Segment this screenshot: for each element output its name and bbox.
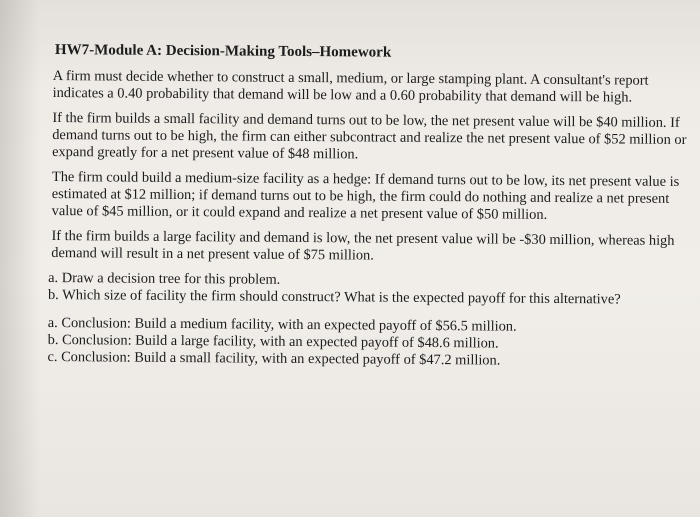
problem-paragraph-2: If the firm builds a small facility and demand turns out to be low, the net present value will be $40 million. If demand turns out to be high, the firm can either subcontract and realize the net present value of $52 million or expand greatly for a net present value of $48 million. xyxy=(52,110,687,163)
document-content xyxy=(47,42,695,371)
problem-paragraph-3: The firm could build a medium-size facility as a hedge: If demand turns out to be low, its net present value is estimated at $12 million; if demand turns out to be high, the firm could do nothing and realize a net present value of $45 million, or it could expand and realize a net present value of $50 million. xyxy=(51,169,680,223)
conclusion-a: a. Conclusion: Build a medium facility, with an expected payoff of $56.5 million. xyxy=(47,314,517,335)
conclusion-c: c. Conclusion: Build a small facility, with an expected payoff of $47.2 million. xyxy=(47,348,501,369)
conclusion-b: b. Conclusion: Build a large facility, with an expected payoff of $48.6 million. xyxy=(47,331,499,352)
bleed-through-line xyxy=(58,462,478,488)
conclusion-list xyxy=(47,315,692,371)
question-b: b. Which size of facility the firm should construct? What is the expected payoff for this alternative? xyxy=(47,286,621,308)
question-list xyxy=(48,270,693,309)
problem-paragraph-1: A firm must decide whether to construct a small, medium, or large stamping plant. A consultant's report indicates a 0.40 probability that demand will be low and a 0.60 probability that demand will be high. xyxy=(52,68,649,106)
bleed-through-line xyxy=(58,436,478,462)
page-shadow xyxy=(0,0,40,517)
bleed-through-line xyxy=(58,410,478,436)
problem-paragraph-4: If the firm builds a large facility and demand is low, the net present value will be -$30 million, whereas high demand will result in a net present value of $75 million. xyxy=(51,228,675,264)
page-title: HW7-Module A: Decision-Making Tools–Homework xyxy=(54,42,392,61)
bleed-through-area xyxy=(58,410,478,488)
question-a: a. Draw a decision tree for this problem. xyxy=(48,269,281,288)
